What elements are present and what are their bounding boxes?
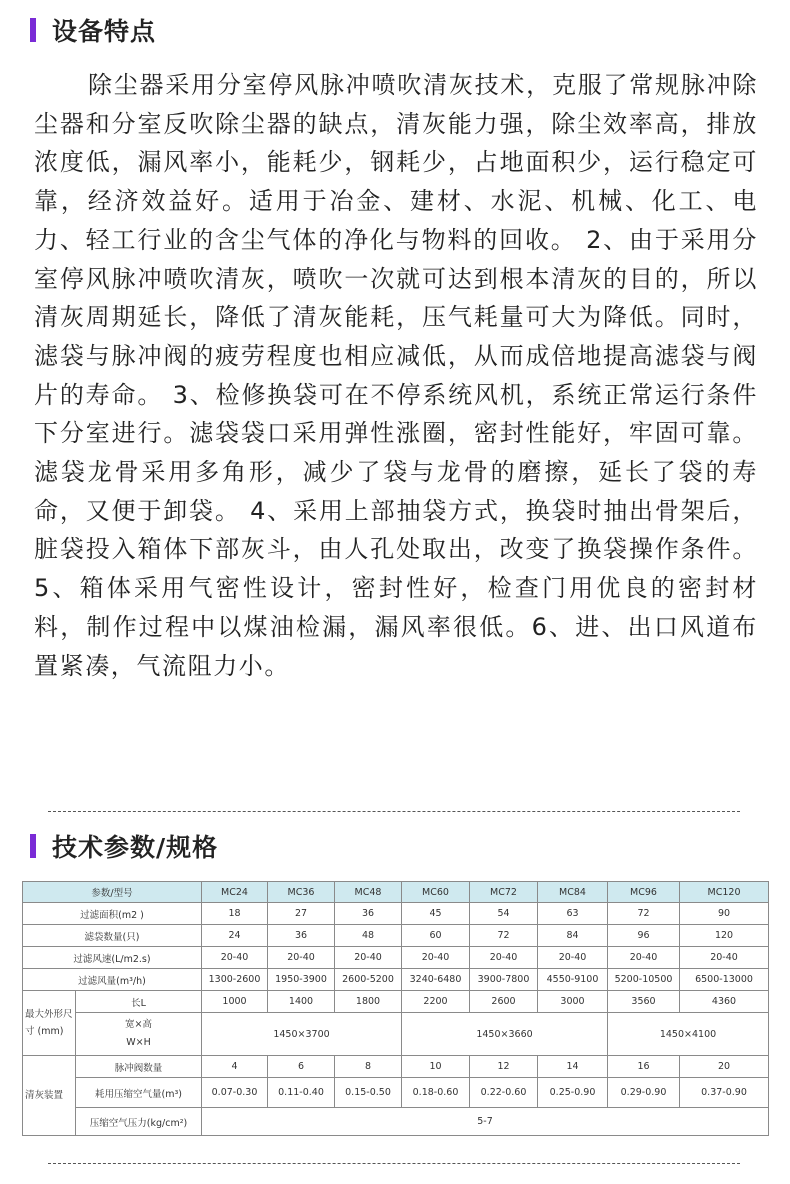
table-cell: 0.25-0.90	[538, 1078, 608, 1108]
row-label: 过滤风速(L/m2.s)	[23, 947, 202, 969]
header-cell: MC84	[538, 882, 608, 903]
table-cell: 0.37-0.90	[680, 1078, 769, 1108]
table-cell: 2600	[470, 991, 538, 1013]
table-cell: 2200	[402, 991, 470, 1013]
table-cell: 36	[335, 903, 402, 925]
table-cell: 1000	[202, 991, 268, 1013]
specs-title: 技术参数/规格	[52, 833, 219, 862]
table-cell: 96	[608, 925, 680, 947]
features-section-header	[30, 12, 156, 48]
row-label: 长L	[76, 991, 202, 1013]
table-cell: 3560	[608, 991, 680, 1013]
cleaning-group-label: 清灰装置	[23, 1056, 76, 1136]
table-cell: 3000	[538, 991, 608, 1013]
wh-label-line-2: W×H	[126, 1037, 151, 1048]
table-row	[23, 991, 769, 1013]
table-cell: 24	[202, 925, 268, 947]
row-label: 滤袋数量(只)	[23, 925, 202, 947]
table-cell: 0.29-0.90	[608, 1078, 680, 1108]
table-cell: 48	[335, 925, 402, 947]
table-row	[23, 1078, 769, 1108]
table-cell: 0.07-0.30	[202, 1078, 268, 1108]
table-cell: 1450×3660	[402, 1013, 608, 1056]
table-cell: 1800	[335, 991, 402, 1013]
table-cell: 20-40	[680, 947, 769, 969]
table-cell: 0.22-0.60	[470, 1078, 538, 1108]
table-cell: 5200-10500	[608, 969, 680, 991]
table-cell: 120	[680, 925, 769, 947]
table-cell: 3900-7800	[470, 969, 538, 991]
table-cell: 8	[335, 1056, 402, 1078]
table-cell: 18	[202, 903, 268, 925]
table-row	[23, 925, 769, 947]
table-row	[23, 903, 769, 925]
header-cell: MC120	[680, 882, 769, 903]
table-cell: 0.18-0.60	[402, 1078, 470, 1108]
table-cell: 0.11-0.40	[268, 1078, 335, 1108]
features-title: 设备特点	[52, 17, 157, 46]
table-cell: 1300-2600	[202, 969, 268, 991]
table-cell: 20	[680, 1056, 769, 1078]
table-cell: 4	[202, 1056, 268, 1078]
table-cell: 20-40	[268, 947, 335, 969]
table-cell: 20-40	[335, 947, 402, 969]
table-cell: 63	[538, 903, 608, 925]
table-row	[23, 1013, 769, 1056]
header-cell: MC96	[608, 882, 680, 903]
header-cell: MC60	[402, 882, 470, 903]
table-cell: 12	[470, 1056, 538, 1078]
spec-header-row	[23, 882, 769, 903]
table-cell: 84	[538, 925, 608, 947]
header-cell: MC36	[268, 882, 335, 903]
table-cell: 20-40	[402, 947, 470, 969]
row-label: 过滤风量(m³/h)	[23, 969, 202, 991]
table-cell: 1400	[268, 991, 335, 1013]
table-cell: 4360	[680, 991, 769, 1013]
table-cell: 14	[538, 1056, 608, 1078]
table-cell: 27	[268, 903, 335, 925]
spec-table	[22, 881, 769, 1136]
header-cell: 参数/型号	[23, 882, 202, 903]
section-accent-bar	[30, 834, 36, 858]
row-label	[76, 1013, 202, 1056]
row-label: 压缩空气压力(kg/cm²)	[76, 1108, 202, 1136]
table-cell: 60	[402, 925, 470, 947]
table-cell: 3240-6480	[402, 969, 470, 991]
table-cell: 0.15-0.50	[335, 1078, 402, 1108]
table-cell: 16	[608, 1056, 680, 1078]
table-cell: 54	[470, 903, 538, 925]
table-cell: 45	[402, 903, 470, 925]
row-label: 过滤面积(m2 )	[23, 903, 202, 925]
table-cell: 72	[470, 925, 538, 947]
table-cell: 90	[680, 903, 769, 925]
dashed-divider	[48, 811, 740, 812]
table-cell: 1450×3700	[202, 1013, 402, 1056]
wh-label-line-1: 宽×高	[125, 1019, 152, 1030]
table-cell: 1950-3900	[268, 969, 335, 991]
features-paragraph: 除尘器采用分室停风脉冲喷吹清灰技术，克服了常规脉冲除尘器和分室反吹除尘器的缺点，清灰能力强，除尘效率高，排放浓度低，漏风率小，能耗少，钢耗少，占地面积少，运行稳定可靠，经济效益好。适用于冶金、建材、水泥、机械、化工、电力、轻工行业的含尘气体的净化与物料的回收。 2、由于采用分室停风脉冲喷吹清灰，喷吹一次就可达到根本清灰的目的，所以清灰周期延长，降低了清灰能耗，压气耗量可大为降低。同时，滤袋与脉冲阀的疲劳程度也相应减低，从而成倍地提高滤袋与阀片的寿命。 3、检修换袋可在不停系统风机，系统正常运行条件下分室进行。滤袋袋口采用弹性涨圈，密封性能好，牢固可靠。滤袋龙骨采用多角形，减少了袋与龙骨的磨擦，延长了袋的寿命，又便于卸袋。 4、采用上部抽袋方式，换袋时抽出骨架后，脏袋投入箱体下部灰斗，由人孔处取出，改变了换袋操作条件。 5、箱体采用气密性设计，密封性好，检查门用优良的密封材料，制作过程中以煤油检漏，漏风率很低。6、进、出口风道布置紧凑，气流阻力小。	[34, 71, 758, 680]
header-cell: MC72	[470, 882, 538, 903]
table-row	[23, 1056, 769, 1078]
table-row	[23, 969, 769, 991]
dashed-divider	[48, 1163, 740, 1164]
table-cell: 5-7	[202, 1108, 769, 1136]
table-cell: 20-40	[608, 947, 680, 969]
table-cell: 20-40	[202, 947, 268, 969]
table-cell: 2600-5200	[335, 969, 402, 991]
table-cell: 20-40	[538, 947, 608, 969]
table-row	[23, 1108, 769, 1136]
table-row	[23, 947, 769, 969]
section-accent-bar	[30, 18, 36, 42]
table-cell: 72	[608, 903, 680, 925]
table-cell: 10	[402, 1056, 470, 1078]
table-cell: 4550-9100	[538, 969, 608, 991]
table-cell: 36	[268, 925, 335, 947]
row-label: 耗用压缩空气量(m³)	[76, 1078, 202, 1108]
row-label: 脉冲阀数量	[76, 1056, 202, 1078]
header-cell: MC48	[335, 882, 402, 903]
table-cell: 1450×4100	[608, 1013, 769, 1056]
dimensions-group-label: 最大外形尺寸 (mm)	[23, 991, 76, 1056]
table-cell: 6500-13000	[680, 969, 769, 991]
specs-section-header	[30, 828, 218, 864]
header-cell: MC24	[202, 882, 268, 903]
table-cell: 20-40	[470, 947, 538, 969]
table-cell: 6	[268, 1056, 335, 1078]
